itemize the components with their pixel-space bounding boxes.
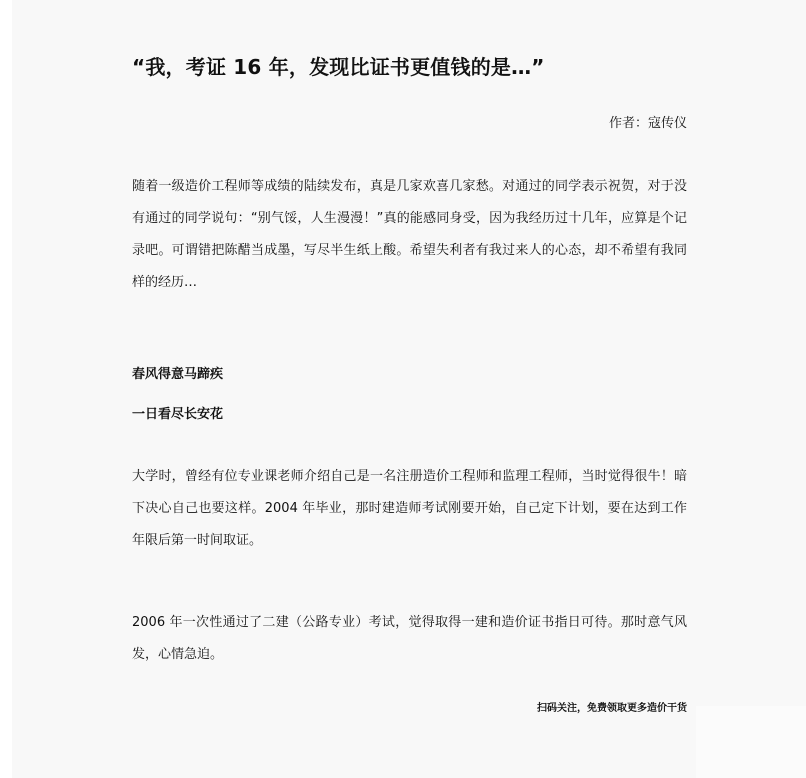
intro-paragraph: 随着一级造价工程师等成绩的陆续发布，真是几家欢喜几家愁。对通过的同学表示祝贺，对于没有通过的同学说句：“别气馁，人生漫漫！”真的能感同身受，因为我经历过十几年，应算是个记录吧。可谓错把陈醋当成墨，写尽半生纸上酸。希望失利者有我过来人的心态，却不希望有我同样的经历… bbox=[132, 179, 687, 290]
section-heading-line-2: 一日看尽长安花 bbox=[132, 407, 224, 422]
article-page bbox=[12, 0, 806, 778]
section-heading-line-1: 春风得意马蹄疾 bbox=[132, 367, 224, 382]
article-author: 作者：寇传仪 bbox=[608, 116, 687, 131]
article-title: “我，考证 16 年，发现比证书更值钱的是…” bbox=[132, 55, 545, 79]
exam-2006-paragraph: 2006 年一次性通过了二建（公路专业）考试，觉得取得一建和造价证书指日可待。那时意气风发，心情急迫。 bbox=[132, 615, 687, 662]
follow-promo-text: 扫码关注，免费领取更多造价干货 bbox=[537, 703, 687, 714]
university-paragraph: 大学时，曾经有位专业课老师介绍自己是一名注册造价工程师和监理工程师，当时觉得很牛！暗下决心自己也要这样。2004 年毕业，那时建造师考试刚要开始，自己定下计划，要在达到工作年限后第一时间取证。 bbox=[132, 469, 687, 548]
qr-code-placeholder bbox=[696, 706, 806, 778]
